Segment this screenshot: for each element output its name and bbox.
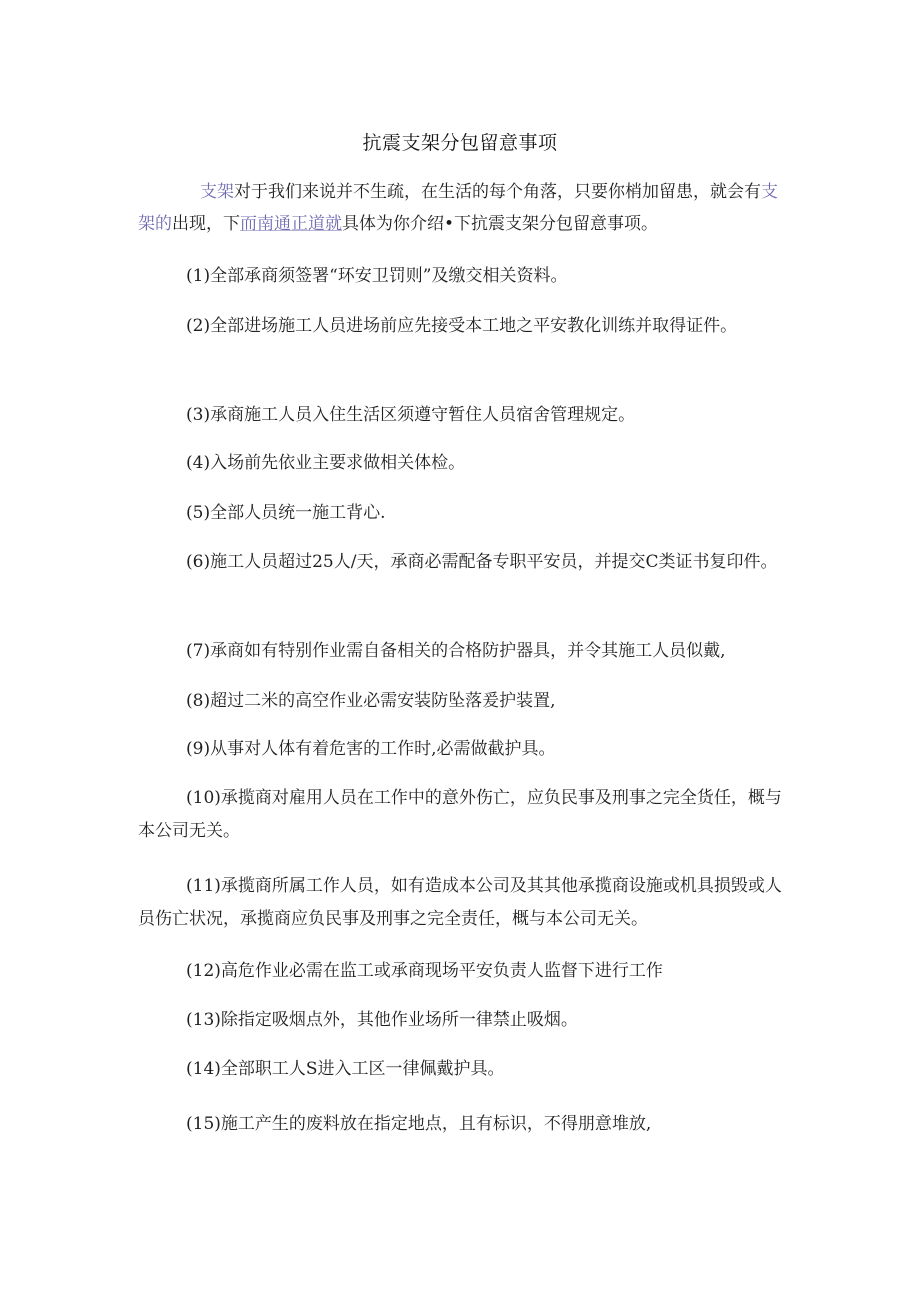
list-item-15: (15)施工产生的废料放在指定地点，且有标识，不得朋意堆放,	[186, 1114, 652, 1134]
list-item-4: (4)入场前先依业主要求做相关体检。	[186, 453, 466, 473]
list-item-3: (3)承商施工人员入住生活区须遵守暂住人员宿舍管理规定。	[186, 405, 636, 425]
list-item-6: (6)施工人员超过25人/天，承商必需配备专职平安员，并提交C类证书复印件。	[186, 552, 778, 572]
list-item-1: (1)全部承商须签署“环安卫罚则”及缴交相关资料。	[186, 266, 568, 286]
list-item-10: (10)承揽商对雇用人员在工作中的意外伤亡，应负民事及刑事之完全货任，概与本公司无关。	[138, 788, 782, 841]
link-nantong-zhengdao[interactable]: 而南通正道就	[240, 214, 342, 234]
link-zhijia[interactable]: 支架	[200, 182, 234, 202]
intro-paragraph	[138, 176, 786, 240]
list-item-13: (13)除指定吸烟点外，其他作业场所一律禁止吸烟。	[186, 1010, 578, 1030]
intro-text-2: 出现，下	[172, 214, 240, 234]
list-item-8: (8)超过二米的高空作业必需安装防坠落爰护装置,	[186, 691, 556, 711]
list-item-14: (14)全部职工人S进入工区一律佩戴护具。	[186, 1059, 505, 1079]
list-item-12: (12)高危作业必需在监工或承商现场平安负责人监督下进行工作	[186, 961, 663, 981]
list-item-11: (11)承揽商所属工作人员，如有造成本公司及其其他承揽商设施或机具损毁或人员伤亡状况，承揽商应负民事及刑事之完全责任，概与本公司无关。	[138, 876, 782, 929]
link-zhijia-de[interactable]: 支架的	[138, 182, 778, 234]
list-item-2: (2)全部进场施工人员进场前应先接受本工地之平安教化训练并取得证件。	[186, 316, 738, 336]
list-item-9: (9)从事对人体有着危害的工作时,必需做截护具。	[186, 739, 556, 759]
document-title: 抗震支架分包留意事项	[362, 132, 558, 154]
list-item-7: (7)承商如有特别作业需自备相关的合格防护器具，并令其施工人员似戴,	[186, 641, 726, 661]
intro-text-3: 具体为你介绍•下抗震支架分包留意事项。	[342, 214, 659, 234]
list-item-5: (5)全部人员统一施工背心.	[186, 503, 386, 523]
intro-text-1: 对于我们来说并不生疏，在生活的每个角落，只要你梢加留患，就会有	[234, 182, 761, 202]
